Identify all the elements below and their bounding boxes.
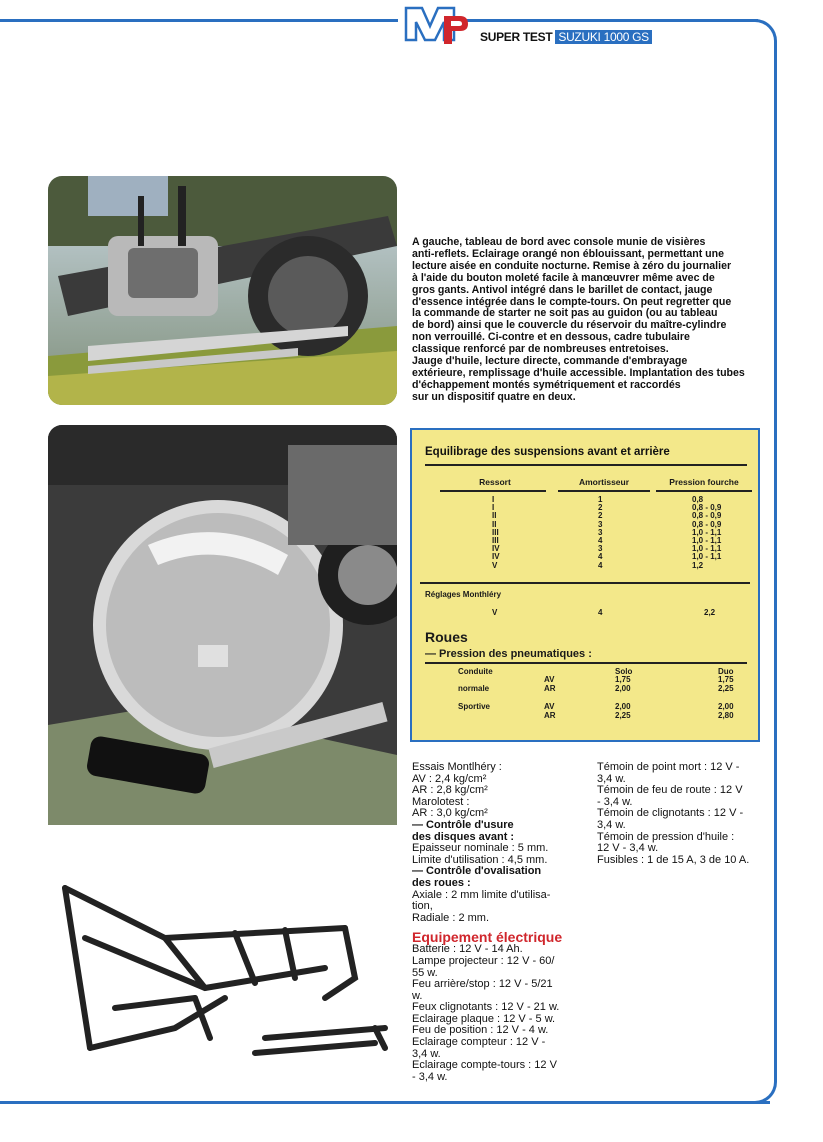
text-line: AR : 2,8 kg/cm² (412, 784, 488, 797)
col-header-ressort: Ressort (479, 477, 511, 487)
col-header-pression: Pression fourche (669, 477, 739, 487)
monthery-ressort: V (492, 608, 498, 617)
table-separator (420, 582, 750, 584)
tyre-duo-header: Duo (718, 667, 734, 676)
caption-line: sur un dispositif quatre en deux. (412, 390, 576, 403)
tyre-normale-duo-ar: 2,25 (718, 684, 734, 693)
magazine-logo-icon (404, 4, 470, 46)
table-cell: 3 (598, 527, 603, 537)
table-cell: I (492, 503, 495, 513)
table-cell: V (492, 560, 498, 570)
monthery-label: Réglages Monthléry (425, 590, 502, 599)
table-cell: III (492, 536, 499, 546)
table-cell: 1,0 - 1,1 (692, 536, 722, 546)
tyre-solo-header: Solo (615, 667, 633, 676)
table-cell: 1 (598, 495, 603, 504)
text-line: tion, (412, 900, 433, 913)
text-line: w. (412, 989, 423, 1002)
text-line: — Contrôle d'usure (412, 818, 514, 831)
text-line: Lampe projecteur : 12 V - 60/ (412, 954, 555, 967)
photo-handlebar-dashboard (48, 176, 397, 405)
col-rule (558, 490, 650, 492)
table-cell: I (492, 495, 495, 504)
pression-rule (425, 662, 747, 664)
table-cell: 3 (598, 544, 603, 554)
table-cell: 0,8 - 0,9 (692, 519, 722, 529)
caption-line: classique renforcé par de nombreuses entretoises. (412, 343, 669, 356)
table-cell: II (492, 511, 497, 521)
table-cell: 1,0 - 1,1 (692, 552, 722, 562)
text-line: Témoin de pression d'huile : (597, 830, 735, 843)
tyre-sportive-duo-av: 2,00 (718, 702, 734, 711)
caption-line: d'échappement montés symétriquement et raccordés (412, 378, 681, 391)
text-line: Feu de position : 12 V - 4 w. (412, 1024, 549, 1037)
text-line: Epaisseur nominale : 5 mm. (412, 842, 549, 855)
amortisseur-column (598, 496, 602, 570)
text-line: 3,4 w. (597, 818, 626, 831)
photo-engine-clutch-cover (48, 425, 397, 825)
tyre-av: AV (544, 702, 555, 711)
text-line: AV : 2,4 kg/cm² (412, 772, 487, 785)
caption-line: anti-reflets. Eclairage orangé non éblouissant, permettant une (412, 247, 724, 260)
suspension-table (410, 428, 760, 742)
tyre-normale-solo-ar: 2,00 (615, 684, 631, 693)
caption-line: non verrouillé. Ci-contre et en dessous, cadre tubulaire (412, 331, 690, 344)
text-line: Feu arrière/stop : 12 V - 5/21 (412, 978, 553, 991)
text-line: Axiale : 2 mm limite d'utilisa- (412, 888, 551, 901)
text-line: Batterie : 12 V - 14 Ah. (412, 943, 523, 956)
tyre-sportive-duo-ar: 2,80 (718, 711, 734, 720)
text-line: 12 V - 3,4 w. (597, 842, 659, 855)
text-column-1 (412, 762, 590, 1083)
table-title-rule (425, 464, 747, 466)
text-line: — Contrôle d'ovalisation (412, 865, 542, 878)
tyre-normale: normale (458, 684, 490, 693)
table-cell: III (492, 527, 499, 537)
table-cell: 4 (598, 536, 603, 546)
table-cell: 0,8 (692, 495, 704, 504)
header-super-test: SUPER TEST (480, 30, 553, 44)
photo-bare-frame (55, 878, 395, 1068)
table-cell: II (492, 519, 497, 529)
table-cell: 2 (598, 511, 603, 521)
text-line: 55 w. (412, 966, 438, 979)
text-line: Radiale : 2 mm. (412, 911, 490, 924)
tyre-sportive-solo-ar: 2,25 (615, 711, 631, 720)
monthery-amortisseur: 4 (598, 608, 603, 617)
table-cell: 2 (598, 503, 603, 513)
text-line: des disques avant : (412, 830, 515, 843)
tyre-conduite: Conduite (458, 667, 493, 676)
ressort-column (492, 496, 500, 570)
table-title: Equilibrage des suspensions avant et arrière (425, 446, 670, 458)
text-line: - 3,4 w. (412, 1070, 448, 1083)
text-column-2 (597, 762, 767, 866)
tyre-sportive-solo-av: 2,00 (615, 702, 631, 711)
text-line: Eclairage compteur : 12 V - (412, 1036, 546, 1049)
tyre-sportive: Sportive (458, 702, 491, 711)
monthery-pression: 2,2 (704, 608, 716, 617)
caption-line: Jauge d'huile, lecture directe, commande d'embrayage (412, 355, 688, 368)
text-line: Fusibles : 1 de 15 A, 3 de 10 A. (597, 853, 750, 866)
table-cell: 4 (598, 552, 603, 562)
pression-column (692, 496, 721, 570)
table-cell: 0,8 - 0,9 (692, 503, 722, 513)
col-header-amortisseur: Amortisseur (578, 477, 630, 487)
table-cell: 1,0 - 1,1 (692, 544, 722, 554)
caption-line: de bord) ainsi que le couvercle du réservoir du maître-cylindre (412, 319, 727, 332)
text-line: Marolotest : (412, 795, 470, 808)
header-model: SUZUKI 1000 GS (555, 30, 652, 44)
text-line: 3,4 w. (412, 1047, 441, 1060)
table-cell: 1,2 (692, 560, 704, 570)
col-rule (656, 490, 752, 492)
frame-bottom (0, 1101, 770, 1104)
table-cell: 1,0 - 1,1 (692, 527, 722, 537)
text-line: Feux clignotants : 12 V - 21 w. (412, 1001, 560, 1014)
table-cell: 0,8 - 0,9 (692, 511, 722, 521)
equipement-heading: Equipement électrique (412, 929, 563, 946)
col-rule (440, 490, 546, 492)
text-line: - 3,4 w. (597, 795, 633, 808)
text-line: Eclairage compte-tours : 12 V (412, 1059, 557, 1072)
text-line: Eclairage plaque : 12 V - 5 w. (412, 1012, 556, 1025)
text-line: Témoin de clignotants : 12 V - (597, 807, 744, 820)
tyre-av: AV (544, 675, 555, 684)
table-cell: 4 (598, 560, 603, 570)
text-line: des roues : (412, 876, 471, 889)
caption-line: lecture aisée en conduite nocturne. Remise à zéro du journalier (412, 259, 732, 272)
frame-top-right (458, 19, 758, 22)
tyre-normale-duo-av: 1,75 (718, 675, 734, 684)
photo-caption (412, 237, 767, 404)
caption-line: à l'aide du bouton moleté facile à manœuvrer même avec de (412, 271, 715, 284)
text-line: Essais Montlhéry : (412, 761, 502, 773)
roues-heading: Roues (425, 629, 468, 645)
caption-line: extérieure, remplissage d'huile accessible. Implantation des tubes (412, 366, 745, 379)
text-line: 3,4 w. (597, 772, 626, 785)
text-line: Témoin de point mort : 12 V - (597, 761, 740, 773)
caption-line: gros gants. Antivol intégré dans le barillet de contact, jauge (412, 283, 713, 296)
table-cell: IV (492, 544, 500, 554)
text-line: AR : 3,0 kg/cm² (412, 807, 488, 820)
caption-line: d'essence intégrée dans le compte-tours. On peut regretter que (412, 295, 732, 308)
caption-line: A gauche, tableau de bord avec console munie de visières (412, 236, 706, 248)
tyre-ar: AR (544, 711, 556, 720)
tyre-normale-solo-av: 1,75 (615, 675, 631, 684)
text-line: Témoin de feu de route : 12 V (597, 784, 743, 797)
page-header (480, 30, 652, 44)
text-line: Limite d'utilisation : 4,5 mm. (412, 853, 548, 866)
frame-top-left (0, 19, 398, 22)
table-cell: 3 (598, 519, 603, 529)
tyre-ar: AR (544, 684, 556, 693)
table-cell: IV (492, 552, 500, 562)
caption-line: la commande de starter ne soit pas au guidon (ou au tableau (412, 307, 718, 320)
pression-heading: — Pression des pneumatiques : (425, 648, 592, 660)
